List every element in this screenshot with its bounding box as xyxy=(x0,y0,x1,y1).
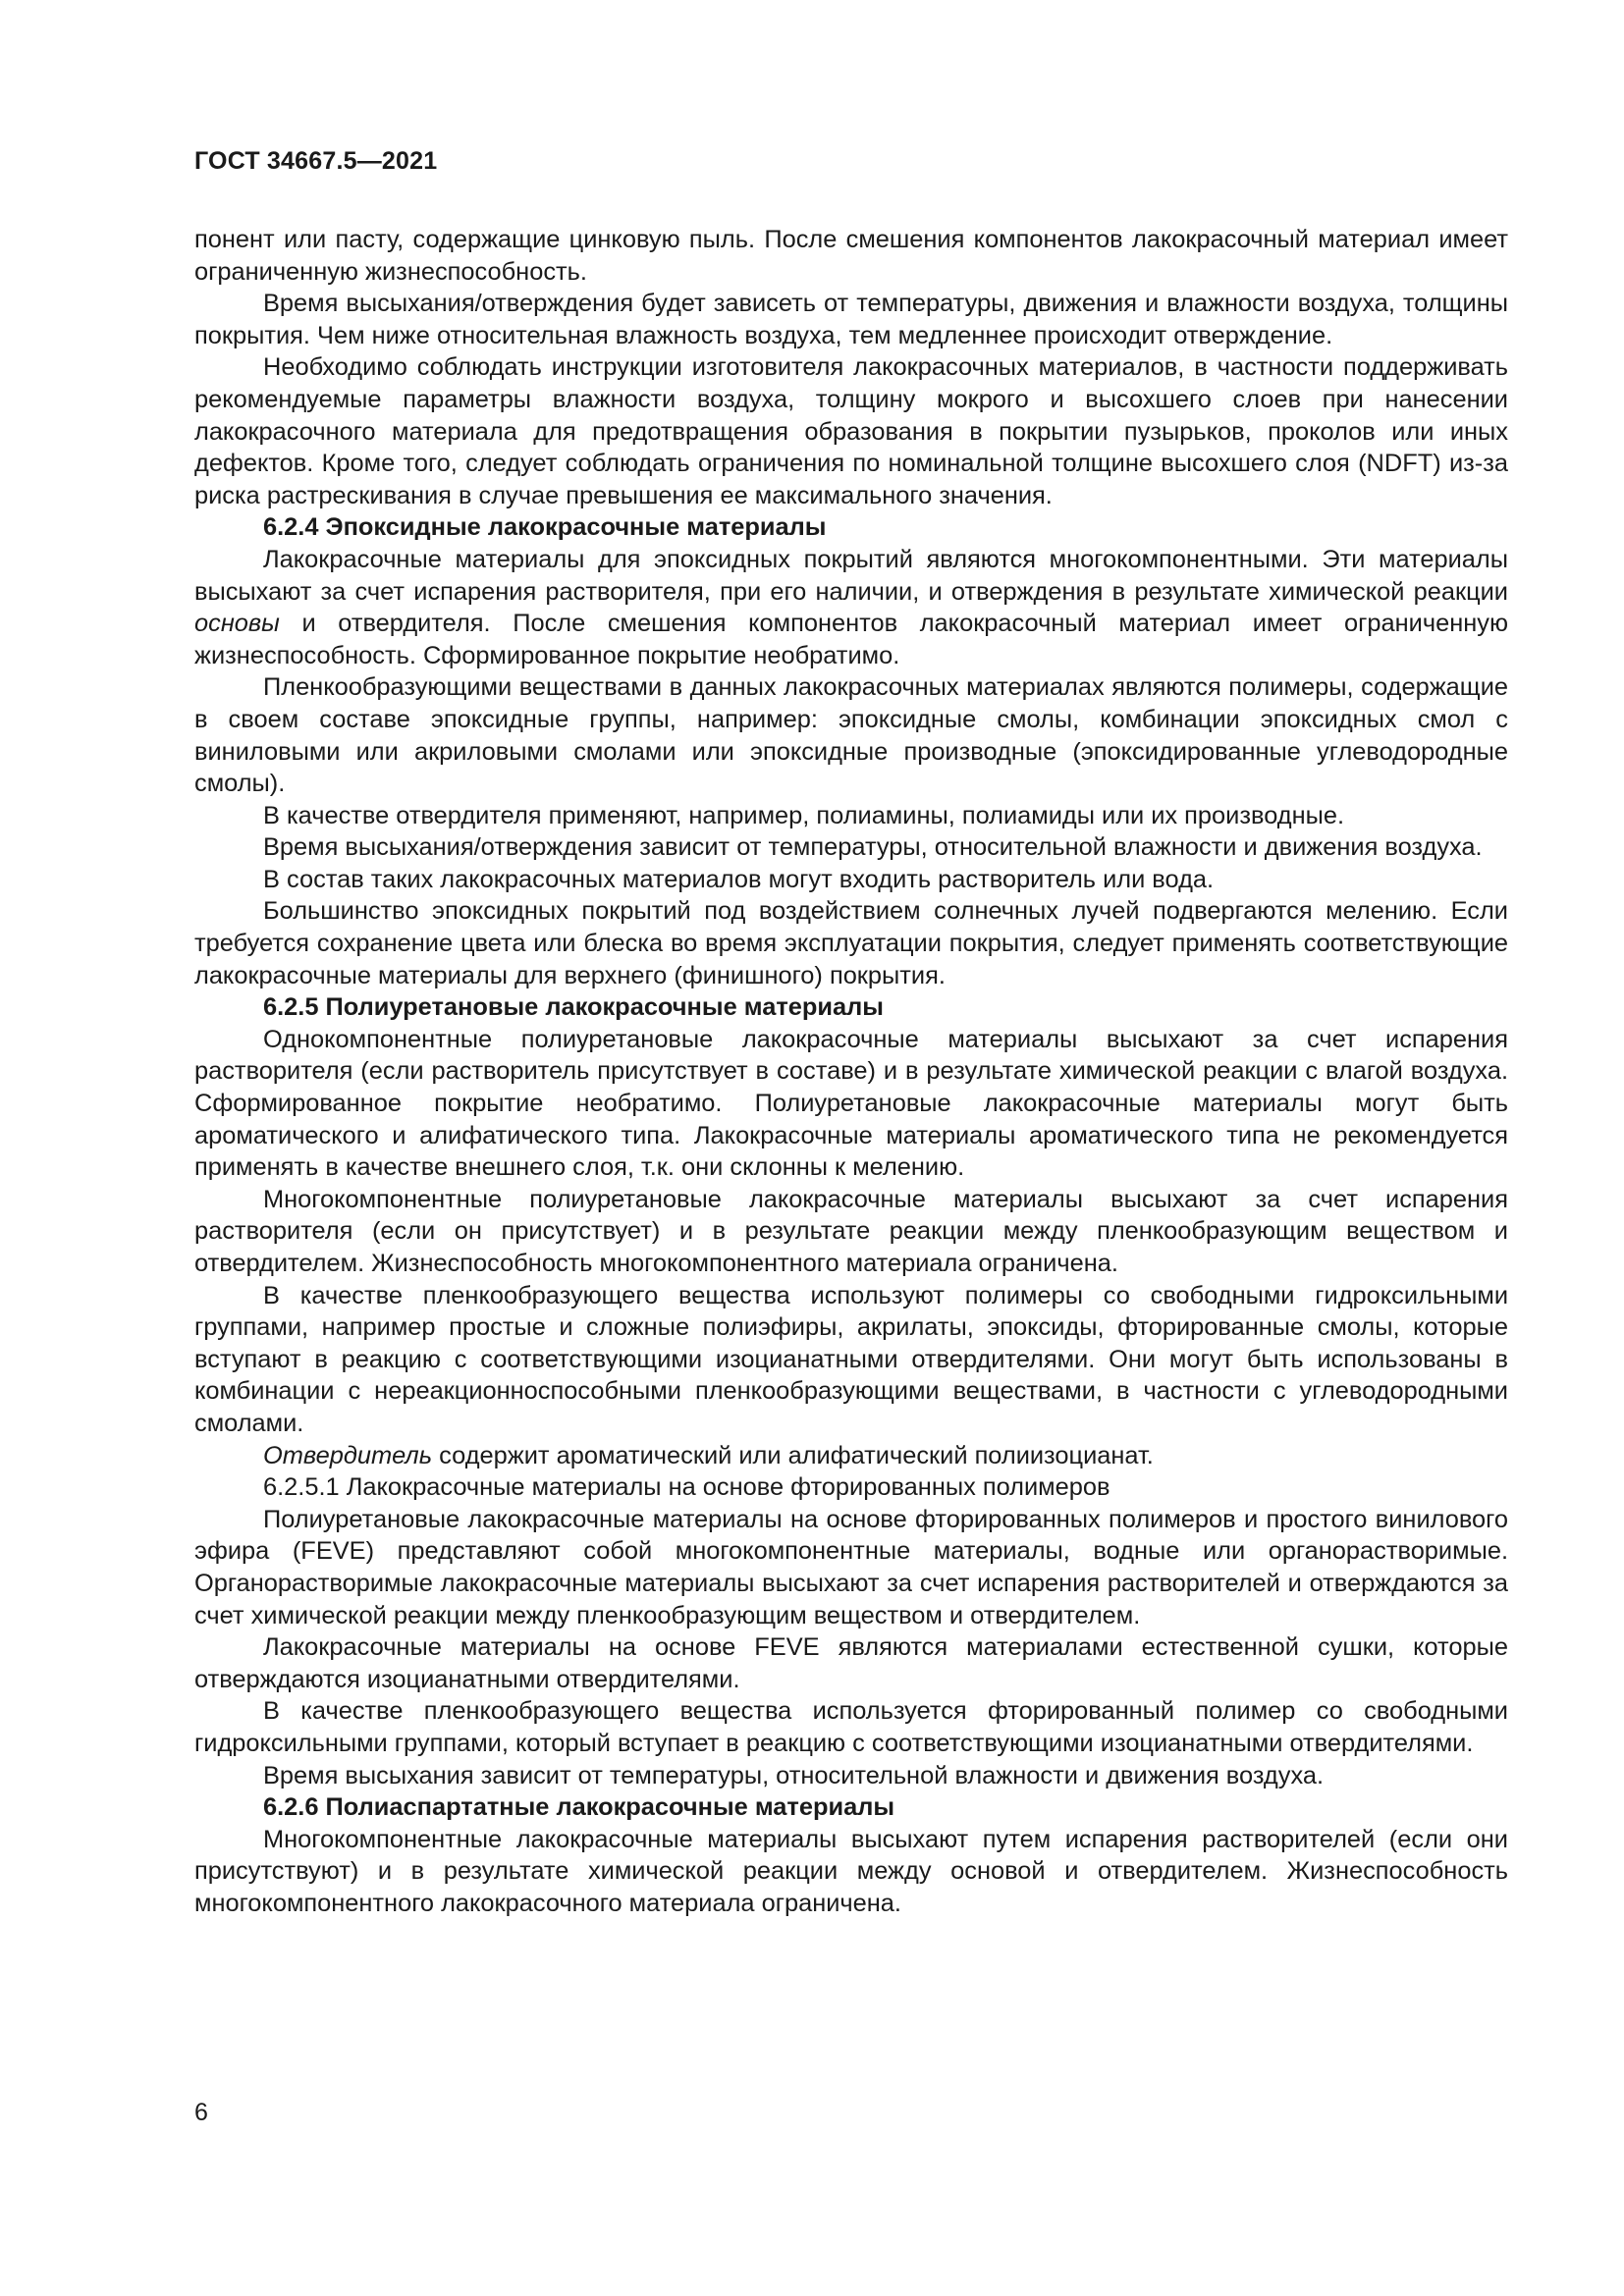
section-heading-6-2-5: 6.2.5 Полиуретановые лакокрасочные материалы xyxy=(263,993,884,1022)
paragraph-manufacturer-instructions: Необходимо соблюдать инструкции изготовителя лакокрасочных материалов, в частности поддерживать рекомендуемые параметры влажности воздуха, толщину мокрого и высохшего слоев при нанесении лакокрасочного материала для предотвращения образования в покрытии пузырьков, проколов или иных дефектов. Кроме того, следует соблюдать ограничения по номинальной толщине высохшего слоя (NDFT) из-за риска растрескивания в случае превышения ее максимального значения. xyxy=(194,353,1508,509)
paragraph-feve-description: Полиуретановые лакокрасочные материалы на основе фторированных полимеров и простого винилового эфира (FEVE) представляют собой многокомпонентные материалы, водные или органорастворимые. Органорастворимые лакокрасочные материалы высыхают за счет испарения растворителей и отверждаются за счет химической реакции между пленкообразующим веществом и отвердителем. xyxy=(194,1505,1508,1629)
italic-term-base: основы xyxy=(194,610,280,638)
paragraph-epoxy-chalking: Большинство эпоксидных покрытий под воздействием солнечных лучей подвергаются мелению. Если требуется сохранение цвета или блеска во время эксплуатации покрытия, следует применять соответствующие лакокрасочные материалы для верхнего (финишного) покрытия. xyxy=(194,897,1508,989)
paragraph-pu-multi-component: Многокомпонентные полиуретановые лакокрасочные материалы высыхают за счет испарения растворителя (если он присутствует) и в результате реакции между пленкообразующим веществом и отвердителем. Жизнеспособность многокомпонентного материала ограничена. xyxy=(194,1185,1508,1277)
paragraph-feve-curing: Лакокрасочные материалы на основе FEVE являются материалами естественной сушки, которые отверждаются изоцианатными отвердителями. xyxy=(194,1633,1508,1693)
paragraph-feve-binder: В качестве пленкообразующего вещества используется фторированный полимер со свободными гидроксильными группами, который вступает в реакцию с соответствующими изоцианатными отвердителями. xyxy=(194,1697,1508,1757)
text-run: содержит ароматический или алифатический полиизоцианат. xyxy=(432,1441,1154,1469)
paragraph-polyaspartic: Многокомпонентные лакокрасочные материалы высыхают путем испарения растворителей (если они присутствуют) и в результате химической реакции между основой и отвердителем. Жизнеспособность многокомпонентного лакокрасочного материала ограничена. xyxy=(194,1825,1508,1917)
text-run: Лакокрасочные материалы для эпоксидных покрытий являются многокомпонентными. Эти материалы высыхают за счет испарения растворителя, при его наличии, и отверждения в результате химической реакции xyxy=(194,545,1508,606)
paragraph-pu-hardener xyxy=(194,1440,1508,1472)
standard-designation: ГОСТ 34667.5—2021 xyxy=(194,147,438,175)
paragraph-pu-single-component: Однокомпонентные полиуретановые лакокрасочные материалы высыхают за счет испарения растворителя (если растворитель присутствует в составе) и в результате химической реакции с влагой воздуха. Сформированное покрытие необратимо. Полиуретановые лакокрасочные материалы могут быть ароматического и алифатического типа. Лакокрасочные материалы ароматического типа не рекомендуется применять в качестве внешнего слоя, т.к. они склонны к мелению. xyxy=(194,1025,1508,1182)
subsection-heading-6-2-5-1: 6.2.5.1 Лакокрасочные материалы на основе фторированных полимеров xyxy=(263,1473,1110,1502)
paragraph-epoxy-composition xyxy=(194,544,1508,671)
page-number: 6 xyxy=(194,2099,208,2126)
italic-term-hardener: Отвердитель xyxy=(263,1441,433,1469)
text-run: и отвердителя. После смешения компонентов лакокрасочный материал имеет ограниченную жизнеспособность. Сформированное покрытие необратимо. xyxy=(194,610,1508,669)
section-heading-6-2-4: 6.2.4 Эпоксидные лакокрасочные материалы xyxy=(263,513,827,542)
paragraph-epoxy-hardeners: В качестве отвердителя применяют, например, полиамины, полиамиды или их производные. xyxy=(263,801,1345,829)
section-heading-6-2-6: 6.2.6 Полиаспартатные лакокрасочные материалы xyxy=(263,1793,895,1822)
paragraph-drying-time: Время высыхания/отверждения будет зависеть от температуры, движения и влажности воздуха, толщины покрытия. Чем ниже относительная влажность воздуха, тем медленнее происходит отверждение. xyxy=(194,290,1508,349)
paragraph-epoxy-solvent: В состав таких лакокрасочных материалов могут входить растворитель или вода. xyxy=(263,865,1215,893)
paragraph-intro: понент или пасту, содержащие цинковую пыль. После смешения компонентов лакокрасочный материал имеет ограниченную жизнеспособность. xyxy=(194,226,1508,286)
paragraph-pu-binders: В качестве пленкообразующего вещества используют полимеры со свободными гидроксильными группами, например простые и сложные полиэфиры, акрилаты, эпоксиды, фторированные смолы, которые вступают в реакцию с соответствующими изоцианатными отвердителями. Они могут быть использованы в комбинации с нереакционноспособными пленкообразующими веществами, в частности с углеводородными смолами. xyxy=(194,1281,1508,1437)
paragraph-epoxy-binders: Пленкообразующими веществами в данных лакокрасочных материалах являются полимеры, содержащие в своем составе эпоксидные группы, например: эпоксидные смолы, комбинации эпоксидных смол с виниловыми или акриловыми смолами или эпоксидные производные (эпоксидированные углеводородные смолы). xyxy=(194,673,1508,798)
paragraph-feve-drying: Время высыхания зависит от температуры, относительной влажности и движения воздуха. xyxy=(263,1761,1325,1789)
page-body xyxy=(194,224,1508,1919)
paragraph-epoxy-drying: Время высыхания/отверждения зависит от температуры, относительной влажности и движения воздуха. xyxy=(263,833,1483,862)
